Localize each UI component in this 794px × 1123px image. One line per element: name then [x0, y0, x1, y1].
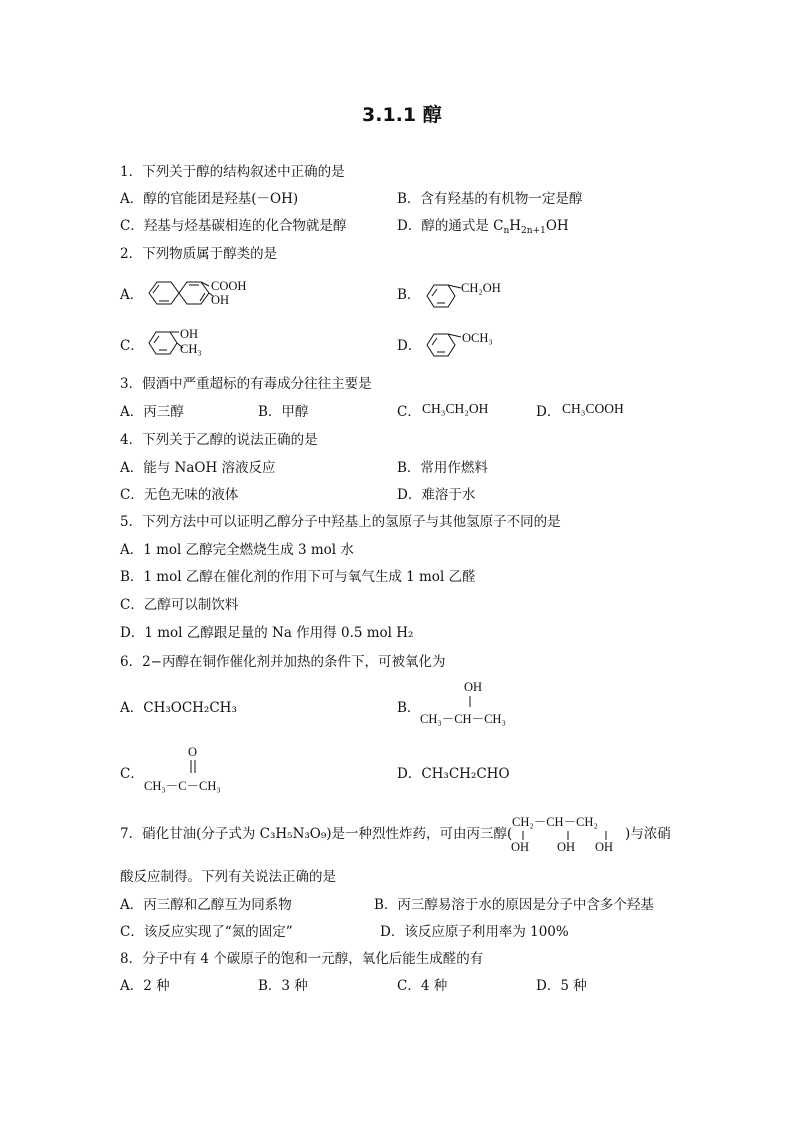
q6-option-b-label: B．	[397, 700, 421, 716]
q2a-cooh-label: COOH	[211, 279, 247, 293]
q7-option-a: A．丙三醇和乙醇互为同系物	[120, 897, 292, 913]
q2a-oh-label: OH	[211, 293, 230, 307]
question-5-stem: 5．下列方法中可以证明乙醇分子中羟基上的氢原子与其他氢原子不同的是	[120, 514, 561, 530]
q8-option-b: B．3 种	[258, 978, 308, 994]
q2-option-a-label: A．	[120, 287, 144, 303]
q7-option-b: B．丙三醇易溶于水的原因是分子中含多个羟基	[374, 897, 654, 913]
q4-option-b: B．常用作燃料	[397, 460, 488, 476]
glycerol-oh-1: OH	[511, 840, 530, 854]
q1-option-c: C．羟基与烃基碳相连的化合物就是醇	[120, 218, 347, 234]
acetone-structure	[143, 742, 263, 794]
q2d-och3-label: OCH₃	[462, 331, 493, 345]
q3-option-a: A．丙三醇	[120, 404, 184, 420]
question-2-stem: 2．下列物质属于醇类的是	[120, 246, 278, 262]
q7-option-c: C．该反应实现了“氮的固定”	[120, 924, 293, 940]
q4-option-c: C．无色无味的液体	[120, 487, 239, 503]
question-7-stem-part3: 酸反应制得。下列有关说法正确的是	[120, 869, 336, 885]
q7-option-d: D．该反应原子利用率为 100%	[380, 924, 569, 940]
question-6-stem: 6．2−丙醇在铜作催化剂并加热的条件下，可被氧化为	[120, 654, 446, 670]
q8-option-d: D．5 种	[536, 978, 587, 994]
page-title: 3.1.1 醇	[362, 104, 442, 126]
q6c-chain-label: CH₃－C－CH₃	[144, 779, 221, 793]
isopropanol-structure	[420, 676, 540, 726]
glycerol-structure	[510, 812, 630, 856]
cresol-structure	[145, 326, 225, 360]
q6-option-c-label: C．	[120, 766, 144, 782]
question-1-stem: 1．下列关于醇的结构叙述中正确的是	[120, 164, 345, 180]
q2b-ch2oh-label: CH₂OH	[461, 281, 501, 295]
question-7-stem-part2: )与浓硝	[625, 826, 671, 842]
q3-option-b: B．甲醇	[258, 404, 309, 420]
q3-option-d-formula: CH₃COOH	[562, 401, 624, 416]
q1-option-b: B．含有羟基的有机物一定是醇	[397, 191, 583, 207]
q1-option-d: D．醇的通式是 $C_nH_{2n+1}OH$	[397, 218, 569, 236]
q3-option-c-label: C．	[397, 404, 421, 420]
q2-option-b-label: B．	[397, 287, 421, 303]
q5-option-d: D．1 mol 乙醇跟足量的 Na 作用得 0.5 mol H₂	[120, 625, 414, 641]
q6b-oh-label: OH	[464, 680, 483, 694]
q4-option-d: D．难溶于水	[397, 487, 476, 503]
glycerol-chain-label: CH₂－CH－CH₂	[512, 815, 598, 829]
q5-option-a: A．1 mol 乙醇完全燃烧生成 3 mol 水	[120, 542, 354, 558]
glycerol-oh-3: OH	[595, 840, 614, 854]
q8-option-a: A．2 种	[120, 978, 170, 994]
q2-option-c-label: C．	[120, 338, 144, 354]
glycerol-oh-2: OH	[557, 840, 576, 854]
q6-option-a: A．CH₃OCH₂CH₃	[120, 700, 237, 716]
naphthol-acid-structure	[145, 276, 255, 316]
q2c-oh-label: OH	[180, 327, 199, 341]
q2c-ch3-label: CH₃	[180, 342, 202, 356]
q5-option-c: C．乙醇可以制饮料	[120, 597, 239, 613]
question-7-stem-part1: 7．硝化甘油(分子式为 C₃H₅N₃O₉)是一种烈性炸药，可由丙三醇(	[120, 826, 513, 842]
q8-option-c: C．4 种	[397, 978, 448, 994]
q6c-o-label: O	[188, 745, 198, 759]
question-8-stem: 8．分子中有 4 个碳原子的饱和一元醇，氧化后能生成醛的有	[120, 951, 484, 967]
q2-option-d-label: D．	[397, 338, 422, 354]
q6-option-d: D．CH₃CH₂CHO	[397, 766, 510, 782]
q3-option-c-formula: CH₃CH₂OH	[422, 401, 489, 416]
question-4-stem: 4．下列关于乙醇的说法正确的是	[120, 432, 318, 448]
anisole-structure	[423, 328, 513, 362]
q6b-chain-label: CH₃－CH－CH₃	[420, 712, 506, 726]
q1-option-a: A．醇的官能团是羟基(－OH)	[120, 191, 299, 207]
q3-option-d-label: D．	[536, 404, 561, 420]
q4-option-a: A．能与 NaOH 溶液反应	[120, 460, 276, 476]
benzyl-alcohol-structure	[423, 280, 513, 314]
q5-option-b: B．1 mol 乙醇在催化剂的作用下可与氧气生成 1 mol 乙醛	[120, 569, 476, 585]
question-3-stem: 3．假酒中严重超标的有毒成分往往主要是	[120, 376, 372, 392]
